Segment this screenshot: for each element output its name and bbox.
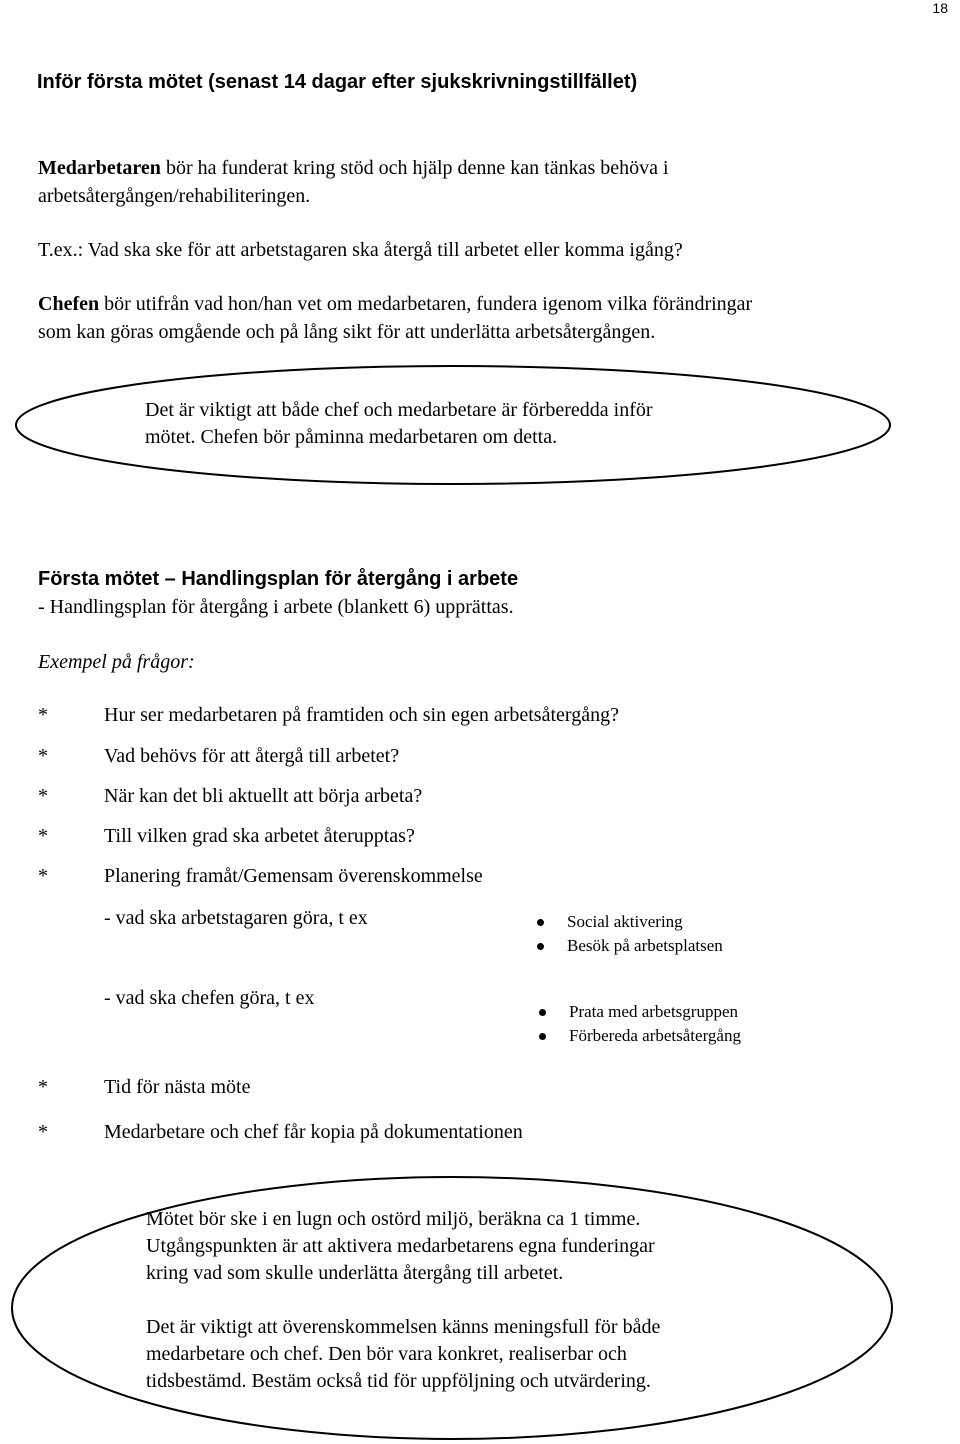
paragraph-manager-line2: som kan göras omgående och på lång sikt för att underlätta arbetsåtergången. (38, 321, 656, 343)
bullet-icon (539, 1033, 546, 1040)
bullet-icon (537, 943, 544, 950)
page-heading: Inför första mötet (senast 14 dagar efter sjukskrivningstillfället) (37, 71, 638, 93)
paragraph-manager-line1 (38, 290, 918, 318)
paragraph-employee-line2: arbetsåtergången/rehabiliteringen. (38, 185, 311, 207)
callout-preparation-line2: mötet. Chefen bör påminna medarbetaren om detta. (145, 426, 558, 448)
question-marker: * (38, 704, 48, 726)
paragraph-employee (38, 154, 918, 210)
callout-preparation-text (145, 397, 653, 451)
list-item-text: Besök på arbetsplatsen (567, 936, 723, 955)
final-item: Medarbetare och chef får kopia på dokumentationen (104, 1121, 523, 1143)
section-subtitle: - Handlingsplan för återgång i arbete (blankett 6) upprättas. (38, 596, 514, 618)
paragraph-manager (38, 290, 918, 346)
list-item-text: Prata med arbetsgruppen (569, 1002, 738, 1021)
question-item: Till vilken grad ska arbetet återupptas? (104, 825, 415, 847)
employee-actions-list (537, 910, 837, 962)
list-item (537, 934, 837, 958)
question-marker: * (38, 745, 48, 767)
bullet-icon (537, 919, 544, 926)
section-title: Första mötet – Handlingsplan för återgång i arbete (38, 568, 519, 590)
paragraph-spacer (146, 1287, 660, 1314)
employee-bold-label: Medarbetaren (38, 157, 161, 179)
callout-meeting-p2-line3: tidsbestämd. Bestäm också tid för uppföljning och utvärdering. (146, 1370, 651, 1392)
paragraph-employee-line1 (38, 154, 918, 182)
callout-preparation-line1: Det är viktigt att både chef och medarbetare är förberedda inför (145, 399, 653, 421)
final-item: Tid för nästa möte (104, 1076, 251, 1098)
question-marker: * (38, 825, 48, 847)
list-item (537, 910, 837, 934)
list-item (539, 1000, 839, 1024)
callout-meeting-p1-line3: kring vad som skulle underlätta återgång till arbetet. (146, 1262, 564, 1284)
callout-meeting-p2-line2: medarbetare och chef. Den bör vara konkret, realiserbar och (146, 1343, 627, 1365)
paragraph-manager-text: bör utifrån vad hon/han vet om medarbetaren, fundera igenom vilka förändringar (99, 293, 753, 315)
examples-label: Exempel på frågor: (38, 651, 195, 673)
paragraph-employee-text: bör ha funderat kring stöd och hjälp denne kan tänkas behöva i (160, 157, 669, 179)
bullet-icon (539, 1009, 546, 1016)
employee-actions-label: - vad ska arbetstagaren göra, t ex (104, 907, 368, 929)
manager-actions-label: - vad ska chefen göra, t ex (104, 987, 315, 1009)
callout-meeting-p1-line2: Utgångspunkten är att aktivera medarbetarens egna funderingar (146, 1235, 655, 1257)
final-item-marker: * (38, 1076, 48, 1098)
manager-bold-label: Chefen (38, 293, 100, 315)
callout-meeting-p1-line1: Mötet bör ske i en lugn och ostörd miljö, beräkna ca 1 timme. (146, 1208, 641, 1230)
question-item: När kan det bli aktuellt att börja arbeta? (104, 785, 423, 807)
question-marker: * (38, 865, 48, 887)
question-item: Vad behövs för att återgå till arbetet? (104, 745, 400, 767)
list-item-text: Social aktivering (567, 912, 683, 931)
callout-meeting-text (146, 1206, 660, 1395)
paragraph-example: T.ex.: Vad ska ske för att arbetstagaren ska återgå till arbetet eller komma igång? (38, 239, 683, 261)
question-item: Hur ser medarbetaren på framtiden och sin egen arbetsåtergång? (104, 704, 619, 726)
list-item-text: Förbereda arbetsåtergång (569, 1026, 741, 1045)
page-number: 18 (932, 0, 948, 16)
question-item: Planering framåt/Gemensam överenskommelse (104, 865, 483, 887)
question-marker: * (38, 785, 48, 807)
manager-actions-list (539, 1000, 839, 1052)
list-item (539, 1024, 839, 1048)
final-item-marker: * (38, 1121, 48, 1143)
callout-meeting-p2-line1: Det är viktigt att överenskommelsen känns meningsfull för både (146, 1316, 661, 1338)
